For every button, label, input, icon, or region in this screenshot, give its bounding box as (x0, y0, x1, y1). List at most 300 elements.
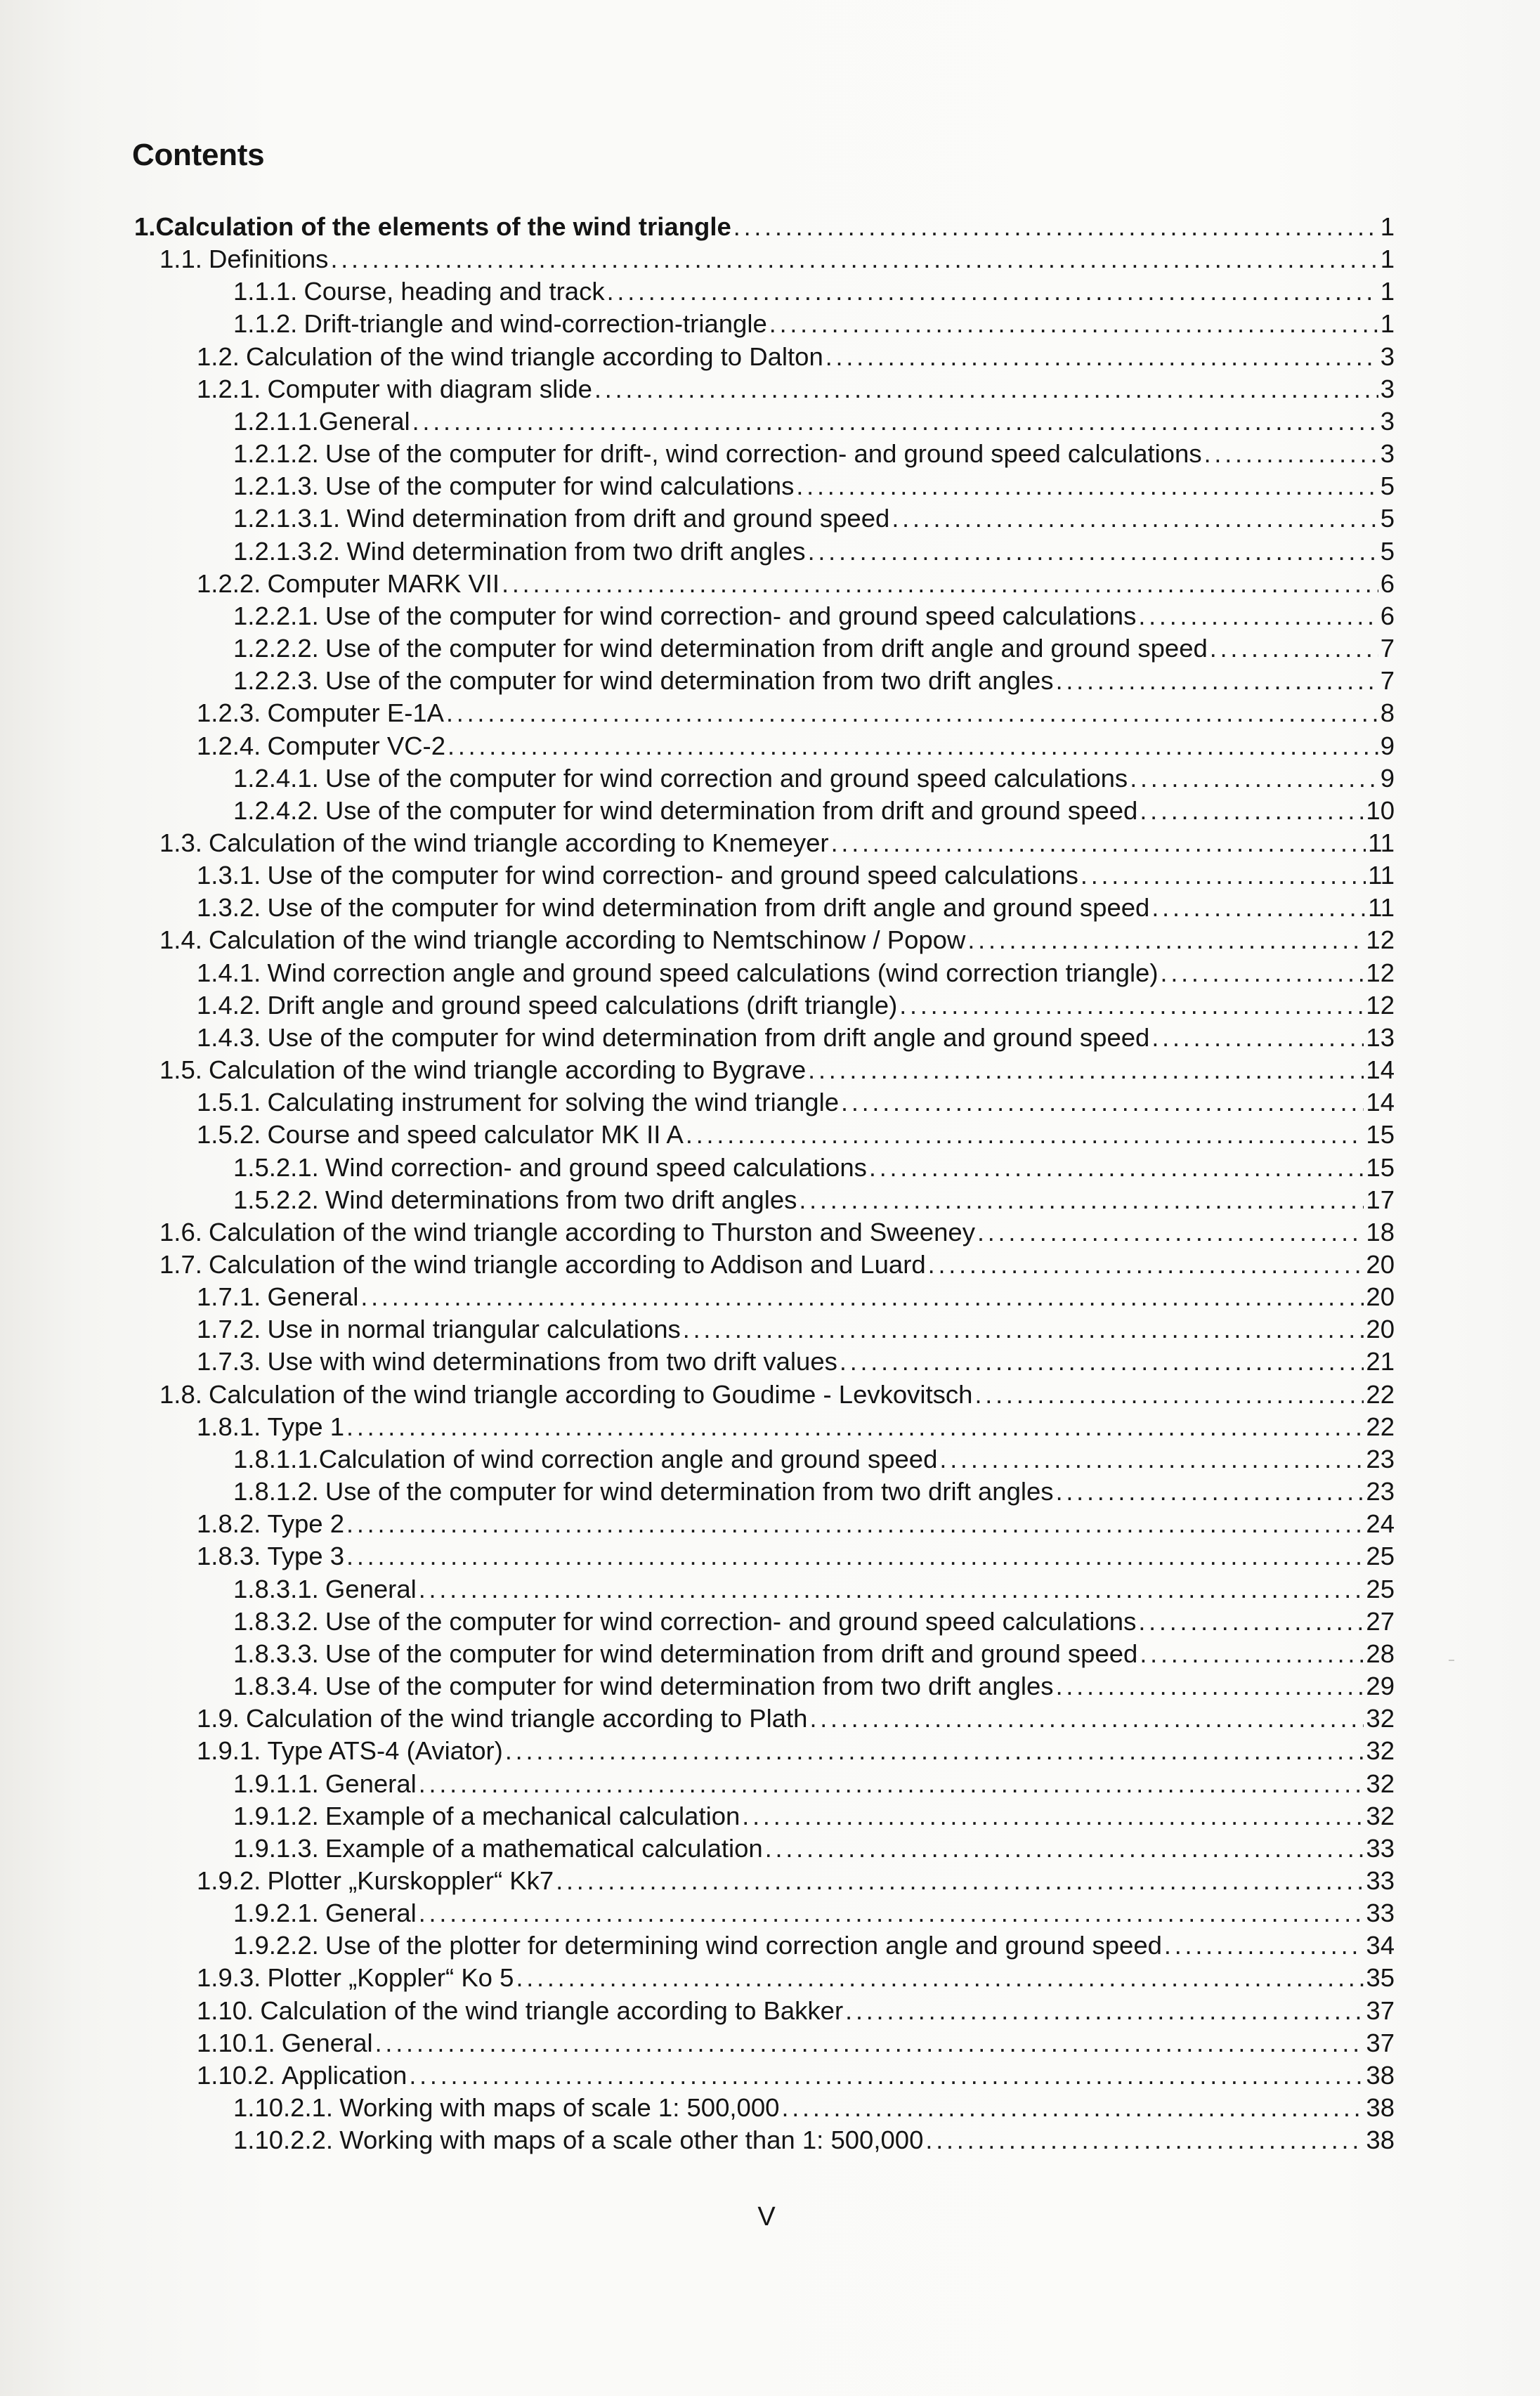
toc-entry[interactable] (134, 502, 1395, 535)
toc-entry-title: Type ATS-4 (Aviator) (267, 1736, 503, 1766)
toc-entry-page: 8 (1380, 698, 1395, 728)
toc-entry-title: Drift-triangle and wind-correction-triangle (304, 309, 767, 339)
toc-entry-title: Course and speed calculator MK II A (267, 1120, 684, 1150)
toc-entry-heading (197, 2027, 373, 2059)
dot-leader (809, 1702, 1364, 1735)
toc-entry-heading (197, 1995, 843, 2027)
toc-entry-page: 35 (1366, 1963, 1395, 1993)
toc-entry-number: 1.2.2.3. (233, 666, 319, 696)
toc-entry[interactable] (134, 2027, 1395, 2059)
toc-entry-number: 1.2.4.2. (233, 795, 319, 825)
toc-entry-heading (233, 502, 889, 535)
toc-entry-heading (197, 1313, 681, 1346)
toc-entry-number: 1.2.2.1. (233, 601, 319, 630)
toc-entry-heading (233, 275, 605, 308)
toc-entry-title: Calculation of the wind triangle according to Dalton (246, 341, 823, 371)
toc-entry-title: Wind determination from drift and ground speed (346, 504, 890, 533)
toc-entry-heading (197, 1540, 344, 1573)
toc-entry-heading (197, 568, 500, 600)
dot-leader (1081, 859, 1366, 892)
dot-leader (977, 1216, 1364, 1249)
toc-entry-heading (197, 989, 897, 1022)
toc-entry-number: 1.4.1. (197, 958, 261, 987)
toc-entry-title: Use of the computer for wind correction and ground speed calculations (325, 763, 1128, 793)
toc-entry-heading (233, 535, 806, 568)
toc-entry[interactable] (134, 2124, 1395, 2156)
toc-entry-number: 1.3. (159, 828, 202, 857)
toc-entry[interactable] (134, 632, 1395, 665)
dot-leader (594, 373, 1378, 405)
toc-entry-heading (159, 243, 328, 275)
toc-entry[interactable] (134, 1476, 1395, 1508)
toc-entry-page: 32 (1366, 1704, 1395, 1733)
toc-entry-heading (197, 1411, 344, 1443)
toc-entry-number: 1.7.2. (197, 1315, 261, 1344)
toc-entry-page: 11 (1368, 861, 1395, 890)
toc-entry-title: Calculation of the wind triangle according to Bygrave (209, 1055, 807, 1085)
toc-entry-page: 7 (1380, 634, 1395, 663)
toc-entry[interactable] (134, 730, 1395, 762)
toc-entry-heading (233, 308, 767, 340)
toc-entry-heading (233, 1184, 797, 1216)
dot-leader (841, 1086, 1364, 1119)
toc-entry-title: Wind correction angle and ground speed calculations (wind correction triangle) (267, 958, 1159, 987)
toc-entry-page: 3 (1380, 439, 1395, 469)
toc-entry-page: 3 (1380, 374, 1395, 403)
toc-entry[interactable] (134, 1865, 1395, 1897)
toc-entry[interactable] (134, 1768, 1395, 1800)
toc-entry-title: Drift angle and ground speed calculations (drift triangle) (267, 990, 898, 1020)
toc-entry-title: Use of the computer for wind determination from two drift angles (325, 1672, 1054, 1701)
toc-entry-title: Calculation of the elements of the wind triangle (155, 212, 731, 241)
toc-entry-number: 1.8. (159, 1379, 202, 1409)
toc-entry-title: General (318, 406, 410, 436)
dot-leader (1140, 1638, 1364, 1670)
toc-entry[interactable] (134, 438, 1395, 470)
toc-entry-heading (197, 1702, 807, 1735)
dot-leader (1204, 438, 1378, 470)
toc-entry-page: 6 (1380, 568, 1395, 598)
toc-entry-number: 1.9.1.3. (233, 1833, 319, 1863)
toc-entry-title: General (325, 1899, 417, 1928)
toc-entry-number: 1.9.1. (197, 1736, 261, 1766)
toc-entry-title: Example of a mathematical calculation (325, 1833, 763, 1863)
toc-entry-page: 33 (1366, 1833, 1395, 1863)
toc-entry[interactable] (134, 373, 1395, 405)
toc-entry[interactable] (134, 308, 1395, 340)
toc-entry-number: 1.4.2. (197, 990, 261, 1020)
toc-entry[interactable] (134, 600, 1395, 632)
toc-entry-page: 5 (1380, 536, 1395, 566)
dot-leader (796, 470, 1378, 502)
toc-entry[interactable] (134, 1897, 1395, 1929)
toc-entry-number: 1.2.1.3.2. (233, 536, 341, 566)
toc-entry-number: 1.10.2.2. (233, 2125, 334, 2155)
toc-entry-page: 25 (1366, 1542, 1395, 1571)
dot-leader (1151, 892, 1366, 924)
toc-entry[interactable] (134, 1702, 1395, 1735)
toc-entry-title: Wind correction- and ground speed calculations (325, 1152, 867, 1182)
toc-entry-title: Use of the computer for wind correction- and ground speed calculations (325, 1606, 1137, 1636)
toc-entry-number: 1.7. (159, 1250, 202, 1279)
toc-entry-number: 1.9.3. (197, 1963, 261, 1993)
toc-entry-heading (233, 1443, 937, 1476)
dot-leader (769, 308, 1378, 340)
toc-entry[interactable] (134, 1313, 1395, 1346)
toc-entry[interactable] (134, 2092, 1395, 2124)
toc-entry-heading (233, 2124, 923, 2156)
dot-leader (733, 211, 1378, 243)
dot-leader (683, 1313, 1364, 1346)
toc-entry-number: 1.1.1. (233, 277, 298, 306)
toc-entry-heading (233, 470, 794, 502)
toc-entry-title: Wind determinations from two drift angles (325, 1185, 797, 1214)
toc-entry-title: Plotter „Kurskoppler“ Kk7 (267, 1866, 554, 1895)
toc-entry-title: Use of the computer for wind determination from drift and ground speed (325, 795, 1138, 825)
dot-leader (607, 275, 1378, 308)
toc-entry-heading (197, 1735, 503, 1767)
toc-entry[interactable] (134, 405, 1395, 438)
toc-entry-heading (197, 1865, 554, 1897)
toc-entry-number: 1.2.2.2. (233, 634, 319, 663)
toc-entry-number: 1.3.2. (197, 893, 261, 923)
toc-entry-page: 1 (1380, 245, 1395, 274)
dot-leader (974, 1379, 1364, 1411)
toc-entry-title: Use of the computer for wind determination from drift angle and ground speed (267, 1022, 1150, 1052)
toc-entry-page: 5 (1380, 471, 1395, 501)
toc-entry-page: 1 (1380, 277, 1395, 306)
toc-entry-page: 9 (1380, 731, 1395, 760)
dot-leader (346, 1508, 1364, 1540)
toc-entry-page: 14 (1366, 1055, 1395, 1085)
dot-leader (446, 697, 1378, 729)
toc-entry-title: Computer E-1A (267, 698, 444, 728)
toc-entry[interactable] (134, 957, 1395, 989)
toc-entry-page: 11 (1368, 828, 1395, 857)
toc-entry[interactable] (134, 1379, 1395, 1411)
dot-leader (516, 1962, 1364, 1994)
toc-entry[interactable] (134, 1929, 1395, 1962)
toc-entry[interactable] (134, 1962, 1395, 1994)
toc-entry-number: 1.8.2. (197, 1509, 261, 1539)
toc-entry-page: 22 (1366, 1379, 1395, 1409)
dot-leader (869, 1152, 1364, 1184)
toc-entry[interactable] (134, 1606, 1395, 1638)
toc-entry[interactable] (134, 827, 1395, 859)
toc-entry-title: Calculation of the wind triangle according to Bakker (260, 1995, 844, 2025)
toc-entry-page: 32 (1366, 1801, 1395, 1830)
toc-entry-page: 25 (1366, 1574, 1395, 1603)
toc-entry-heading (197, 1281, 358, 1313)
toc-entry-page: 32 (1366, 1736, 1395, 1766)
toc-entry[interactable] (134, 341, 1395, 373)
toc-entry[interactable] (134, 1054, 1395, 1086)
toc-entry-number: 1.4. (159, 925, 202, 955)
toc-entry-page: 15 (1366, 1120, 1395, 1150)
toc-entry-heading (233, 1800, 740, 1832)
toc-entry[interactable] (134, 1540, 1395, 1573)
toc-entry-number: 1.10.2. (197, 2060, 275, 2090)
toc-entry[interactable] (134, 762, 1395, 795)
toc-entry[interactable] (134, 1443, 1395, 1476)
toc-entry-heading (159, 924, 965, 956)
toc-entry-number: 1.9.1.2. (233, 1801, 319, 1830)
dot-leader (346, 1411, 1364, 1443)
toc-entry-title: General (267, 1282, 359, 1312)
toc-entry-number: 1.6. (159, 1217, 202, 1246)
toc-entry-number: 1.3.1. (197, 861, 261, 890)
dot-leader (360, 1281, 1364, 1313)
toc-entry-page: 37 (1366, 2028, 1395, 2057)
toc-entry-number: 1.1. (159, 245, 202, 274)
toc-entry-number: 1.2.4.1. (233, 763, 319, 793)
toc-entry-number: 1.5.2. (197, 1120, 261, 1150)
toc-entry-title: Calculation of the wind triangle according to Plath (246, 1704, 808, 1733)
toc-entry[interactable] (134, 892, 1395, 924)
toc-entry-heading (233, 1152, 867, 1184)
toc-entry-heading (233, 1573, 417, 1606)
toc-entry-title: Use of the computer for drift-, wind correction- and ground speed calculations (325, 439, 1202, 469)
toc-entry[interactable] (134, 859, 1395, 892)
toc-entry-number: 1.5. (159, 1055, 202, 1085)
toc-entry-title: Use of the computer for wind determination from drift and ground speed (325, 1639, 1138, 1668)
toc-entry-page: 12 (1366, 990, 1395, 1020)
toc-entry-page: 20 (1366, 1282, 1395, 1312)
toc-entry[interactable] (134, 1152, 1395, 1184)
toc-entry-heading (197, 1086, 839, 1119)
toc-entry-heading (197, 2059, 407, 2092)
dot-leader (892, 502, 1378, 535)
dot-leader (505, 1735, 1364, 1767)
toc-entry[interactable] (134, 568, 1395, 600)
toc-entry[interactable] (134, 1638, 1395, 1670)
dot-leader (1056, 1670, 1364, 1702)
toc-entry-page: 13 (1366, 1022, 1395, 1052)
page-number: V (757, 2202, 776, 2232)
toc-entry-title: Computer VC-2 (267, 731, 446, 760)
toc-entry-heading (197, 1508, 344, 1540)
toc-entry-page: 38 (1366, 2060, 1395, 2090)
toc-entry-heading (233, 1670, 1054, 1702)
toc-entry-heading (233, 1638, 1137, 1670)
toc-entry-page: 1 (1380, 309, 1395, 339)
toc-entry-number: 1.8.3.2. (233, 1606, 319, 1636)
toc-entry[interactable] (134, 1508, 1395, 1540)
dot-leader (375, 2027, 1364, 2059)
dot-leader (419, 1768, 1364, 1800)
toc-entry-title: Use of the computer for wind calculations (325, 471, 795, 501)
dot-leader (330, 243, 1378, 275)
toc-entry-title: Calculation of the wind triangle according to Knemeyer (209, 828, 829, 857)
toc-entry-page: 20 (1366, 1250, 1395, 1279)
toc-entry-number: 1.1.2. (233, 309, 298, 339)
toc-entry-title: General (325, 1574, 417, 1603)
toc-entry-page: 29 (1366, 1672, 1395, 1701)
toc-entry[interactable] (134, 1022, 1395, 1054)
toc-entry[interactable] (134, 1411, 1395, 1443)
toc-entry-number: 1.9.2. (197, 1866, 261, 1895)
toc-entry-heading (159, 1216, 975, 1249)
toc-entry[interactable] (134, 1184, 1395, 1216)
toc-entry-title: Use in normal triangular calculations (267, 1315, 681, 1344)
toc-entry[interactable] (134, 470, 1395, 502)
toc-entry[interactable] (134, 1216, 1395, 1249)
toc-entry-number: 1.5.2.2. (233, 1185, 319, 1214)
toc-entry-page: 21 (1366, 1347, 1395, 1376)
toc-entry[interactable] (134, 989, 1395, 1022)
toc-entry-heading (197, 1346, 837, 1378)
dot-leader (899, 989, 1364, 1022)
toc-entry-title: General (325, 1769, 417, 1798)
toc-entry-title: Example of a mechanical calculation (325, 1801, 740, 1830)
toc-entry-title: Calculating instrument for solving the wind triangle (267, 1088, 840, 1117)
dot-leader (1130, 762, 1378, 795)
toc-entry-title: Wind determination from two drift angles (346, 536, 806, 566)
toc-entry-title: Use of the computer for wind determination from drift angle and ground speed (267, 893, 1150, 923)
toc-entry[interactable] (134, 1249, 1395, 1281)
toc-entry[interactable] (134, 2059, 1395, 2092)
toc-entry-heading (233, 438, 1202, 470)
toc-entry-number: 1.9.2.2. (233, 1931, 319, 1960)
toc-entry-heading (233, 795, 1137, 827)
toc-entry-number: 1.9. (197, 1704, 240, 1733)
dot-leader (831, 827, 1366, 859)
toc-entry-page: 32 (1366, 1769, 1395, 1798)
toc-entry[interactable] (134, 275, 1395, 308)
toc-entry-page: 11 (1368, 893, 1395, 923)
toc-entry-page: 20 (1366, 1315, 1395, 1344)
toc-entry-number: 1.8.3.4. (233, 1672, 319, 1701)
toc-entry-page: 38 (1366, 2093, 1395, 2123)
toc-entry-number: 1.8.3.1. (233, 1574, 319, 1603)
dot-leader (1138, 1606, 1364, 1638)
toc-entry[interactable] (134, 1800, 1395, 1832)
dot-leader (845, 1995, 1364, 2027)
toc-entry-number: 1.2.1. (197, 374, 261, 403)
toc-entry[interactable] (134, 1670, 1395, 1702)
dot-leader (686, 1119, 1364, 1151)
dot-leader (826, 341, 1378, 373)
toc-entry-number: 1.10. (197, 1995, 254, 2025)
toc-entry-heading (159, 827, 829, 859)
toc-entry-heading (233, 2092, 779, 2124)
toc-entry-title: Use of the computer for wind correction- and ground speed calculations (325, 601, 1137, 630)
toc-entry-title: Calculation of the wind triangle according to Thurston and Sweeney (209, 1217, 975, 1246)
toc-entry-heading (197, 730, 445, 762)
toc-entry[interactable] (134, 697, 1395, 729)
dot-leader (419, 1573, 1364, 1606)
toc-entry-heading (233, 762, 1128, 795)
toc-entry-title: Application (281, 2060, 407, 2090)
toc-entry-page: 23 (1366, 1444, 1395, 1473)
toc-entry[interactable] (134, 535, 1395, 568)
page-footer (0, 2202, 1540, 2232)
toc-entry-page: 7 (1380, 666, 1395, 696)
toc-entry-heading (197, 697, 444, 729)
toc-entry-page: 12 (1366, 925, 1395, 955)
dot-leader (939, 1443, 1364, 1476)
toc-entry-heading (233, 1897, 417, 1929)
toc-entry[interactable] (134, 1995, 1395, 2027)
toc-entry-title: Computer with diagram slide (267, 374, 592, 403)
toc-entry-heading (159, 1054, 806, 1086)
dot-leader (1164, 1929, 1364, 1962)
toc-entry-title: Type 1 (267, 1412, 345, 1441)
dot-leader (1140, 795, 1364, 827)
toc-entry[interactable] (134, 665, 1395, 697)
toc-entry-heading (159, 1379, 972, 1411)
toc-entry-page: 34 (1366, 1931, 1395, 1960)
toc-entry[interactable] (134, 1735, 1395, 1767)
toc-entry-title: Working with maps of a scale other than 1: 500,000 (339, 2125, 924, 2155)
page-title: Contents (132, 138, 265, 172)
toc-entry-number: 1.7.3. (197, 1347, 261, 1376)
toc-entry[interactable] (134, 1832, 1395, 1865)
toc-entry-number: 1.9.1.1. (233, 1769, 319, 1798)
toc-entry-page: 3 (1380, 406, 1395, 436)
toc-entry-title: Use of the computer for wind determination from two drift angles (325, 666, 1054, 696)
toc-entry-heading (233, 1476, 1054, 1508)
toc-entry[interactable] (134, 243, 1395, 275)
toc-entry-heading (233, 632, 1208, 665)
toc-entry-number: 1.2.4. (197, 731, 261, 760)
toc-entry-title: General (281, 2028, 373, 2057)
dot-leader (1056, 1476, 1364, 1508)
dot-leader (419, 1897, 1364, 1929)
toc-entry-page: 37 (1366, 1995, 1395, 2025)
toc-entry-heading (134, 211, 731, 243)
toc-entry-page: 12 (1366, 958, 1395, 987)
toc-entry-page: 6 (1380, 601, 1395, 630)
dot-leader (1151, 1022, 1364, 1054)
toc-entry-title: Working with maps of scale 1: 500,000 (339, 2093, 780, 2123)
toc-entry-page: 15 (1366, 1152, 1395, 1182)
dot-leader (409, 2059, 1364, 2092)
toc-entry-title: Use of the computer for wind correction- and ground speed calculations (267, 861, 1078, 890)
toc-entry-heading (197, 859, 1078, 892)
toc-entry-title: Type 2 (267, 1509, 345, 1539)
toc-entry-heading (233, 405, 410, 438)
toc-entry[interactable] (134, 924, 1395, 956)
toc-entry-title: Calculation of the wind triangle according to Nemtschinow / Popow (209, 925, 966, 955)
toc-entry-title: Calculation of wind correction angle and ground speed (318, 1444, 938, 1473)
toc-entry[interactable] (134, 1346, 1395, 1378)
toc-entry[interactable] (134, 1281, 1395, 1313)
toc-entry-number: 1. (134, 212, 156, 241)
toc-entry-number: 1.4.3. (197, 1022, 261, 1052)
dot-leader (742, 1800, 1364, 1832)
toc-entry-number: 1.8.3.3. (233, 1639, 319, 1668)
toc-entry-heading (233, 1606, 1136, 1638)
toc-entry[interactable] (134, 1573, 1395, 1606)
dot-leader (502, 568, 1378, 600)
toc-entry-title: Plotter „Koppler“ Ko 5 (267, 1963, 514, 1993)
toc-entry-heading (197, 1022, 1149, 1054)
toc-entry[interactable] (134, 211, 1395, 243)
toc-entry-page: 23 (1366, 1477, 1395, 1506)
toc-entry[interactable] (134, 1086, 1395, 1119)
scan-mark (1449, 1660, 1454, 1661)
toc-entry-heading (233, 665, 1054, 697)
dot-leader (781, 2092, 1364, 2124)
dot-leader (928, 1249, 1364, 1281)
toc-entry-number: 1.2.1.2. (233, 439, 319, 469)
toc-entry[interactable] (134, 795, 1395, 827)
toc-entry-title: Course, heading and track (304, 277, 605, 306)
toc-entry-heading (233, 1929, 1162, 1962)
dot-leader (412, 405, 1378, 438)
toc-entry[interactable] (134, 1119, 1395, 1151)
